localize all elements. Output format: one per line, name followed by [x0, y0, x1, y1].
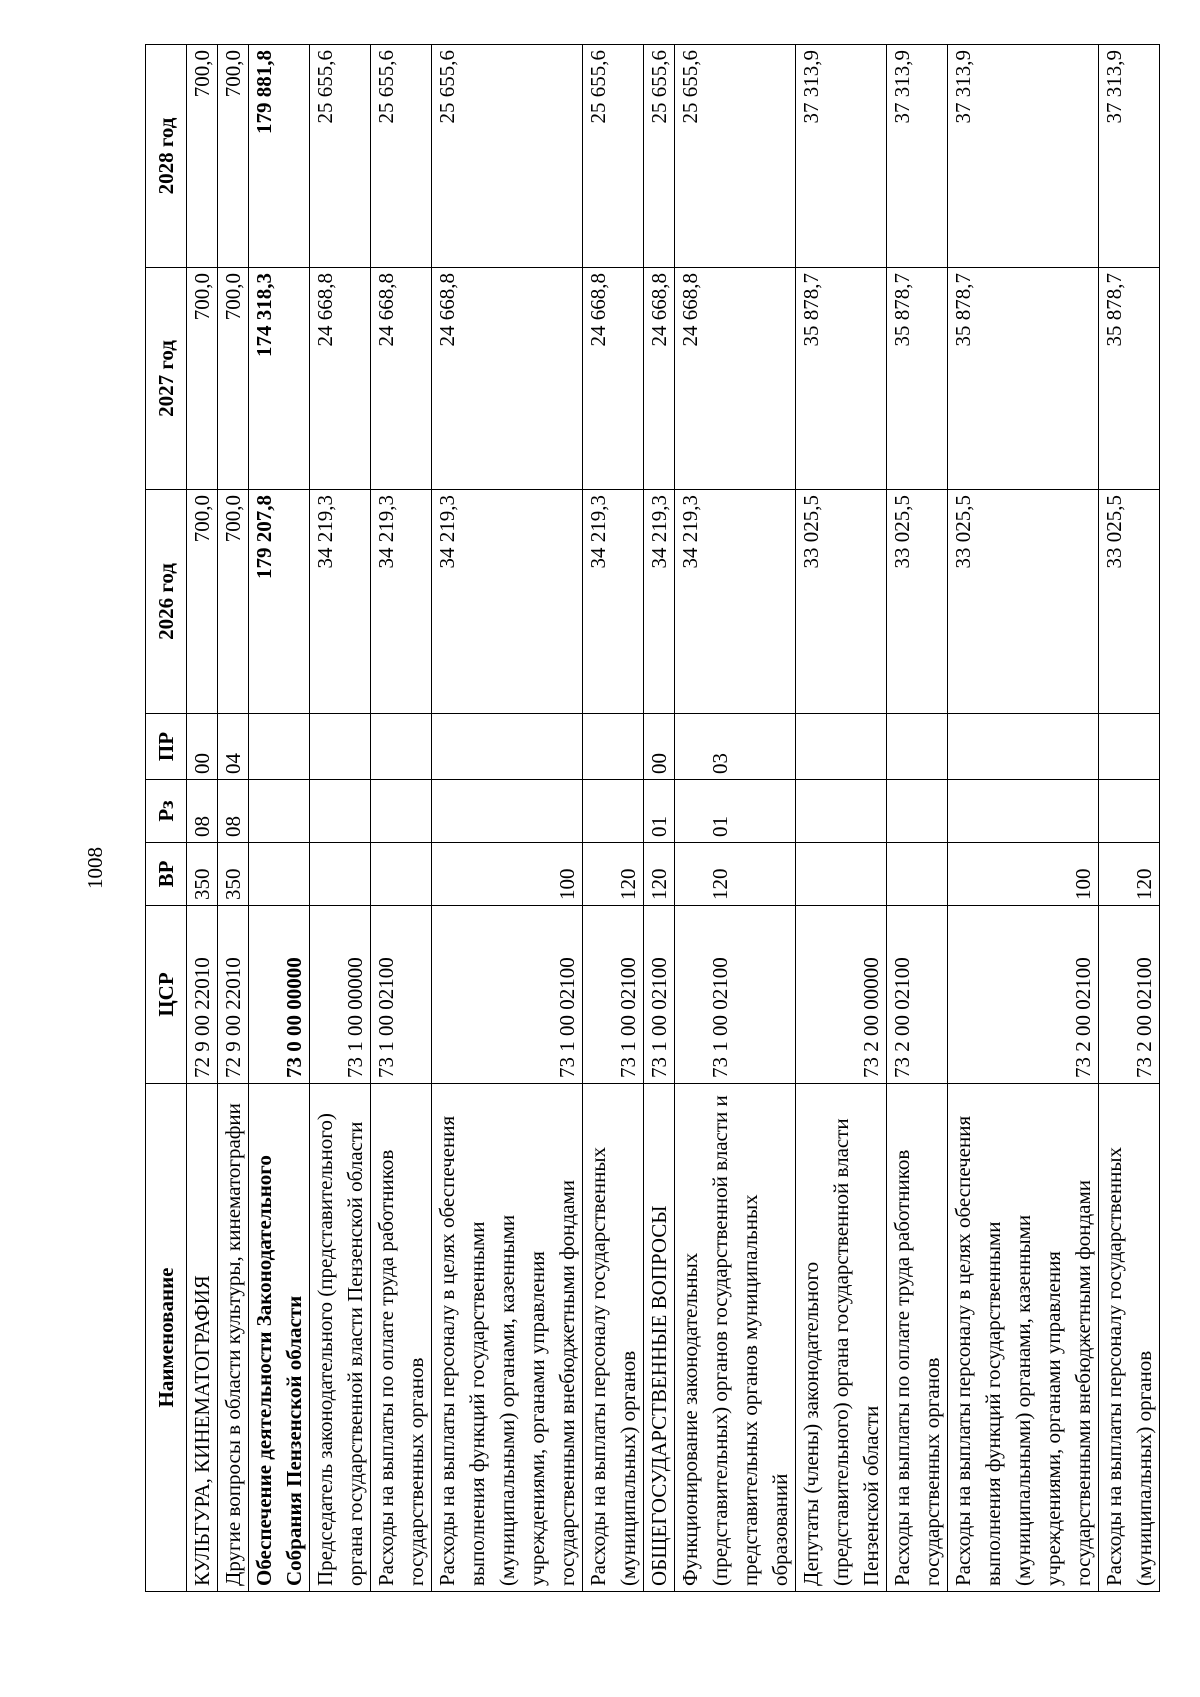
row-vr [371, 843, 432, 906]
row-rz [887, 780, 948, 843]
row-pr [310, 714, 371, 780]
row-pr: 03 [675, 714, 796, 780]
row-2027: 700,0 [187, 268, 218, 490]
row-vr: 100 [432, 843, 583, 906]
table-row [432, 45, 583, 1592]
row-name: Расходы на выплаты персоналу в целях обеспечения выполнения функций государственными (муниципальными) органами, казенными учреждениями, органами управления государственными внебюджетными фондами [432, 1084, 583, 1592]
row-2026: 34 219,3 [675, 490, 796, 714]
row-2028: 25 655,6 [310, 45, 371, 268]
row-vr [249, 843, 310, 906]
table-row [218, 45, 249, 1592]
table-row [583, 45, 644, 1592]
row-2026: 34 219,3 [310, 490, 371, 714]
row-name: Депутаты (члены) законодательного (представительного) органа государственной власти Пензенской области [796, 1084, 887, 1592]
table-row [675, 45, 796, 1592]
table-row [187, 45, 218, 1592]
row-pr: 00 [187, 714, 218, 780]
row-pr [583, 714, 644, 780]
row-pr: 00 [644, 714, 675, 780]
row-csr: 73 2 00 00000 [796, 906, 887, 1084]
row-2028: 700,0 [187, 45, 218, 268]
row-rz [583, 780, 644, 843]
row-2026: 700,0 [187, 490, 218, 714]
row-2028: 37 313,9 [887, 45, 948, 268]
row-2026: 700,0 [218, 490, 249, 714]
row-2026: 34 219,3 [644, 490, 675, 714]
row-2028: 700,0 [218, 45, 249, 268]
row-csr: 73 0 00 00000 [249, 906, 310, 1084]
table-row [948, 45, 1099, 1592]
row-vr: 120 [675, 843, 796, 906]
row-rz: 01 [644, 780, 675, 843]
row-rz [948, 780, 1099, 843]
header-vr: ВР [146, 843, 187, 906]
row-2026: 34 219,3 [432, 490, 583, 714]
row-name: Обеспечение деятельности Законодательного Собрания Пензенской области [249, 1084, 310, 1592]
row-name: Расходы на выплаты по оплате труда работников государственных органов [371, 1084, 432, 1592]
row-name: КУЛЬТУРА, КИНЕМАТОГРАФИЯ [187, 1084, 218, 1592]
row-2027: 24 668,8 [583, 268, 644, 490]
row-2026: 34 219,3 [371, 490, 432, 714]
budget-table [145, 44, 1160, 1592]
header-2027: 2027 год [146, 268, 187, 490]
row-2027: 24 668,8 [432, 268, 583, 490]
row-2026: 33 025,5 [887, 490, 948, 714]
row-csr: 73 1 00 02100 [371, 906, 432, 1084]
row-2027: 24 668,8 [644, 268, 675, 490]
header-pr: ПР [146, 714, 187, 780]
row-csr: 73 1 00 00000 [310, 906, 371, 1084]
row-2028: 25 655,6 [675, 45, 796, 268]
row-2026: 33 025,5 [948, 490, 1099, 714]
row-rz: 08 [218, 780, 249, 843]
row-csr: 73 1 00 02100 [675, 906, 796, 1084]
row-pr [1099, 714, 1160, 780]
row-vr [887, 843, 948, 906]
row-vr [796, 843, 887, 906]
row-rz: 08 [187, 780, 218, 843]
row-2027: 35 878,7 [1099, 268, 1160, 490]
table-row [310, 45, 371, 1592]
row-vr [310, 843, 371, 906]
page-number: 1008 [83, 847, 107, 889]
row-pr [948, 714, 1099, 780]
row-vr: 100 [948, 843, 1099, 906]
row-csr: 73 1 00 02100 [644, 906, 675, 1084]
row-rz [796, 780, 887, 843]
row-rz [249, 780, 310, 843]
header-rz: Рз [146, 780, 187, 843]
row-name: Расходы на выплаты по оплате труда работников государственных органов [887, 1084, 948, 1592]
row-2026: 33 025,5 [1099, 490, 1160, 714]
table-container [145, 45, 1156, 1592]
table-row [796, 45, 887, 1592]
row-name: Расходы на выплаты персоналу в целях обеспечения выполнения функций государственными (муниципальными) органами, казенными учреждениями, органами управления государственными внебюджетными фондами [948, 1084, 1099, 1592]
header-2028: 2028 год [146, 45, 187, 268]
row-rz [1099, 780, 1160, 843]
table-row [249, 45, 310, 1592]
row-vr: 120 [644, 843, 675, 906]
row-2026: 34 219,3 [583, 490, 644, 714]
row-2026: 179 207,8 [249, 490, 310, 714]
row-csr: 73 2 00 02100 [948, 906, 1099, 1084]
row-2028: 25 655,6 [371, 45, 432, 268]
row-vr: 120 [583, 843, 644, 906]
row-2028: 25 655,6 [583, 45, 644, 268]
table-row [1099, 45, 1160, 1592]
row-csr: 73 2 00 02100 [1099, 906, 1160, 1084]
row-vr: 350 [187, 843, 218, 906]
row-name: Расходы на выплаты персоналу государственных (муниципальных) органов [583, 1084, 644, 1592]
header-csr: ЦСР [146, 906, 187, 1084]
row-csr: 72 9 00 22010 [218, 906, 249, 1084]
row-2027: 24 668,8 [310, 268, 371, 490]
row-2027: 700,0 [218, 268, 249, 490]
row-name: Другие вопросы в области культуры, кинематографии [218, 1084, 249, 1592]
row-pr [249, 714, 310, 780]
row-csr: 73 2 00 02100 [887, 906, 948, 1084]
row-rz [310, 780, 371, 843]
row-2028: 37 313,9 [1099, 45, 1160, 268]
row-name: Председатель законодательного (представительного) органа государственной власти Пензенской области [310, 1084, 371, 1592]
row-2027: 35 878,7 [796, 268, 887, 490]
row-rz: 01 [675, 780, 796, 843]
table-row [371, 45, 432, 1592]
row-pr [371, 714, 432, 780]
row-2028: 37 313,9 [796, 45, 887, 268]
row-name: Функционирование законодательных (представительных) органов государственной власти и представительных органов муниципальных образований [675, 1084, 796, 1592]
row-2027: 24 668,8 [371, 268, 432, 490]
row-pr [796, 714, 887, 780]
row-name: ОБЩЕГОСУДАРСТВЕННЫЕ ВОПРОСЫ [644, 1084, 675, 1592]
row-csr: 73 1 00 02100 [583, 906, 644, 1084]
table-row [644, 45, 675, 1592]
row-vr: 120 [1099, 843, 1160, 906]
row-pr: 04 [218, 714, 249, 780]
row-csr: 72 9 00 22010 [187, 906, 218, 1084]
row-2027: 35 878,7 [948, 268, 1099, 490]
row-rz [371, 780, 432, 843]
row-vr: 350 [218, 843, 249, 906]
table-header-row [146, 45, 187, 1592]
rotated-page-content [145, 45, 1156, 1592]
row-2028: 25 655,6 [644, 45, 675, 268]
row-pr [432, 714, 583, 780]
row-2027: 174 318,3 [249, 268, 310, 490]
row-2028: 179 881,8 [249, 45, 310, 268]
table-row [887, 45, 948, 1592]
header-2026: 2026 год [146, 490, 187, 714]
header-name: Наименование [146, 1084, 187, 1592]
row-2028: 25 655,6 [432, 45, 583, 268]
row-csr: 73 1 00 02100 [432, 906, 583, 1084]
row-2027: 35 878,7 [887, 268, 948, 490]
row-2028: 37 313,9 [948, 45, 1099, 268]
row-rz [432, 780, 583, 843]
row-2026: 33 025,5 [796, 490, 887, 714]
row-name: Расходы на выплаты персоналу государственных (муниципальных) органов [1099, 1084, 1160, 1592]
row-pr [887, 714, 948, 780]
row-2027: 24 668,8 [675, 268, 796, 490]
